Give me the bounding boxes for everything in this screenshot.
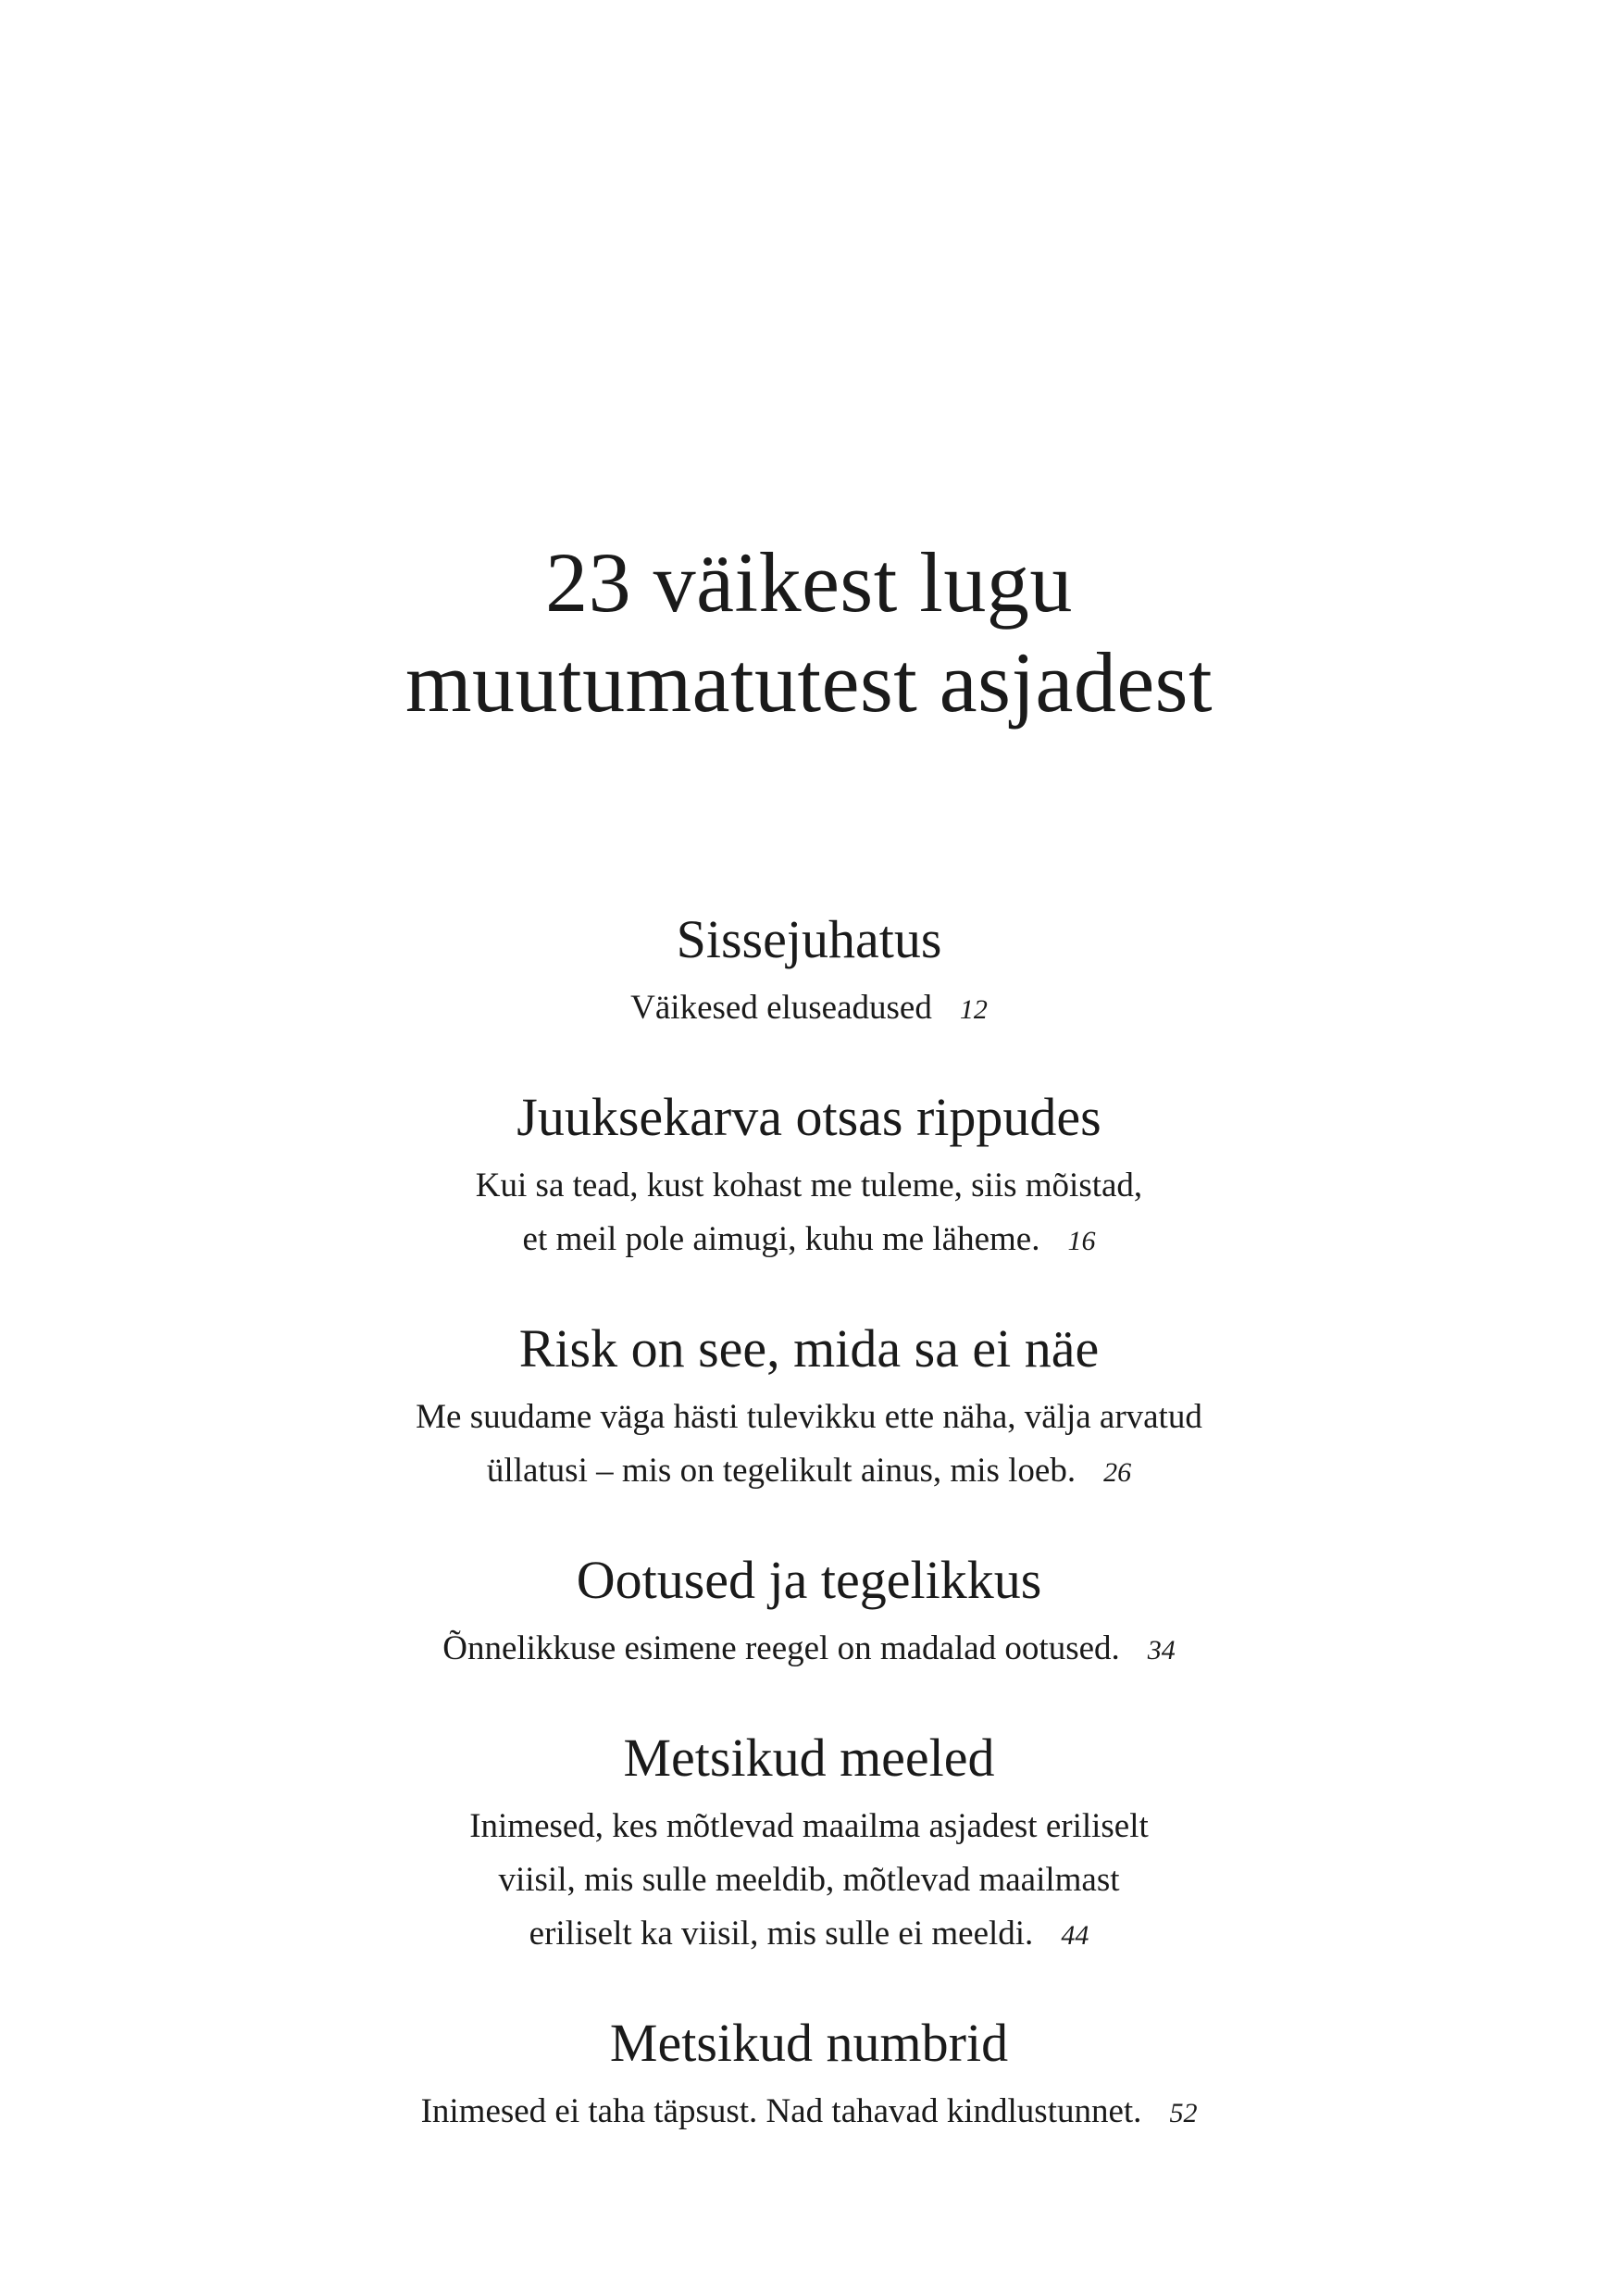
toc-page-number: 52 <box>1169 2098 1198 2128</box>
toc-description-line: Kui sa tead, kust kohast me tuleme, siis mõistad, <box>475 1167 1143 1204</box>
book-title <box>0 532 1618 732</box>
toc-description-line: et meil pole aimugi, kuhu me läheme. 16 <box>522 1220 1096 1258</box>
toc-description-line: Õnnelikkuse esimene reegel on madalad ootused. 34 <box>442 1629 1176 1667</box>
toc-description-line: Inimesed ei taha täpsust. Nad tahavad kindlustunnet. 52 <box>420 2092 1198 2130</box>
toc-entry-description <box>0 2085 1618 2140</box>
toc-entry-title: Metsikud meeled <box>623 1728 995 1788</box>
toc-description-line: Inimesed, kes mõtlevad maailma asjadest eriliselt <box>469 1807 1149 1845</box>
toc-entry-title: Ootused ja tegelikkus <box>576 1550 1042 1610</box>
toc-page-number: 26 <box>1103 1457 1132 1488</box>
toc-entry-description <box>0 1800 1618 1963</box>
toc-page-number: 16 <box>1067 1226 1096 1256</box>
toc-entry-description <box>0 1391 1618 1500</box>
toc-entry-description <box>0 981 1618 1037</box>
book-title-line: muutumatutest asjadest <box>404 635 1214 730</box>
toc-description-line: Väikesed eluseadused 12 <box>630 989 988 1027</box>
toc-entry-metsikud-numbrid <box>0 2011 1618 2140</box>
toc-entry-metsikud-meeled <box>0 1726 1618 1963</box>
toc-page-number: 44 <box>1061 1920 1089 1951</box>
toc-description-line: Me suudame väga hästi tulevikku ette näha, välja arvatud <box>416 1398 1202 1436</box>
toc-entry-sissejuhatus <box>0 907 1618 1037</box>
book-title-line: 23 väikest lugu <box>545 535 1073 630</box>
toc-entry-risk <box>0 1316 1618 1500</box>
toc-entry-title: Risk on see, mida sa ei näe <box>518 1318 1100 1379</box>
toc-description-line: üllatusi – mis on tegelikult ainus, mis loeb. 26 <box>486 1452 1132 1490</box>
toc-entry-ootused <box>0 1548 1618 1678</box>
toc-description-line: eriliselt ka viisil, mis sulle ei meeldi. 44 <box>529 1915 1089 1953</box>
toc-page-number: 34 <box>1147 1635 1176 1666</box>
toc-entry-description <box>0 1622 1618 1678</box>
toc-entry-title: Juuksekarva otsas rippudes <box>517 1087 1101 1147</box>
toc-entry-title: Metsikud numbrid <box>609 2013 1009 2073</box>
table-of-contents <box>0 907 1618 2189</box>
toc-entry-description <box>0 1159 1618 1268</box>
toc-entry-title: Sissejuhatus <box>676 909 942 969</box>
toc-description-line: viisil, mis sulle meeldib, mõtlevad maailmast <box>498 1861 1120 1899</box>
toc-page-number: 12 <box>959 994 988 1025</box>
toc-entry-juuksekarva <box>0 1085 1618 1268</box>
